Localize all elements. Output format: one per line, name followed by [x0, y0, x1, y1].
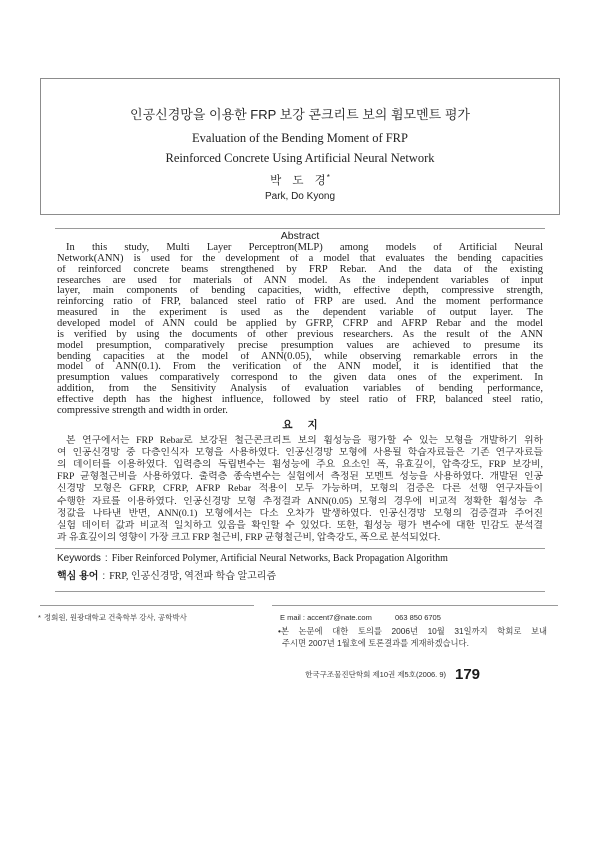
keywords-korean-label: 핵심 용어	[57, 571, 99, 582]
abstract-line: In this study, Multi Layer Perceptron(MLP) among models of Artificial Neural	[66, 243, 543, 253]
abstract-top-rule	[55, 228, 545, 229]
keywords-korean	[57, 571, 276, 583]
summary-text	[57, 435, 543, 544]
abstract-line: measured in the experiment is used as the dependent variable of output layer. The	[57, 308, 543, 319]
title-block	[40, 78, 560, 215]
keywords-bottom-rule	[55, 591, 545, 592]
page-number: 179	[455, 666, 481, 683]
abstract-heading: Abstract	[280, 230, 320, 242]
summary-line: 본 연구에서는 FRP Rebar로 보강된 철근콘크리트 보의 휨성능을 평가할 수 있는 모형을 개발하기 위하	[66, 435, 543, 446]
summary-line: 여 인공신경망 중 다층인식자 모형을 사용하였다. 인공신경망 모형에 사용될 학습자료들은 기존 연구자료들	[57, 447, 543, 459]
author-affiliation-footnote	[38, 612, 187, 624]
abstract-line: compressive strength and width in order.	[57, 405, 228, 416]
keywords-separator: :	[104, 553, 108, 564]
summary-heading: 요 지	[282, 419, 318, 431]
author-korean-name: 박 도 경	[270, 175, 326, 187]
footnote-rule-right	[272, 605, 558, 606]
summary-line: 과 유효깊이의 영향이 가장 크고 FRP 철근비, FRP 균형철근비, 압축강도, 폭으로 분석되었다.	[57, 531, 441, 543]
journal-citation: 한국구조물진단학회 제10권 제5호(2006. 9)	[305, 670, 446, 679]
abstract-line: layer, main components of bending capacities, width, effective depth, compressive strength,	[57, 286, 543, 297]
footnote-affiliation-text: 정회원, 원광대학교 건축학부 강사, 공학박사	[43, 613, 187, 622]
keywords-english	[57, 553, 448, 565]
title-english-line-1: Evaluation of the Bending Moment of FRP	[192, 131, 408, 145]
summary-line: 수행한 자료를 이용하였다. 인공신경망 모형 추정결과 ANN(0.05) 모형의 경우에 비교적 정확한 휨성능 추	[57, 495, 543, 507]
summary-line: 의 데이터를 이용하였다. 입력층의 독립변수는 휨성능에 주요 요소인 폭, 유효깊이, 압축강도, FRP 보강비,	[57, 459, 543, 471]
footnote-mark: *	[38, 613, 41, 622]
summary-line: FRP 균형철근비을 사용하였다. 출력층 종속변수는 실험에서 측정된 모멘트 성능을 사용하였다. 개발된 인공	[57, 471, 543, 483]
abstract-line: model presumption, comparatively precise presumption values are achieved to presume its	[57, 340, 543, 351]
abstract-line: effective depth has the highest influence, followed by steel ratio of FRP, balanced steel ratio,	[57, 395, 543, 406]
abstract-line: presumption values comparatively correspond to the given data ones of the experiment. In	[57, 373, 543, 384]
author-phone: 063 850 6705	[395, 613, 441, 622]
footnote-rule-left	[40, 605, 254, 606]
abstract-line: of reinforced concrete beams strengthened by FRP Rebar. And the data of the existing	[57, 264, 543, 275]
author-footnote-mark: *	[326, 173, 330, 182]
abstract-line: developed model of ANN could be applied by GFRP, CFRP and AFRP Rebar and the model	[57, 319, 543, 330]
summary-line: 실험 데이터 값과 비교적 일치하고 있음을 확인할 수 있었다. 또한, 휨성능 평가 변수에 대한 민감도 분석결	[57, 519, 543, 531]
discussion-notice-line-1: •본 논문에 대한 토의를 2006년 10월 31일까지 학회로 보내	[278, 626, 547, 636]
discussion-notice-line-2: 주시면 2007년 1월호에 토론결과를 게재하겠습니다.	[282, 638, 469, 648]
abstract-line: researches are used for materials of ANN model. As the independent variables of input	[57, 275, 543, 286]
abstract-line: reinforcing ratio of FRP, balanced steel ratio of FRP are used. And the moment performance	[57, 297, 543, 308]
abstract-line: addition, from the Sensitivity Analysis of evaluation variables of bending performance,	[57, 384, 543, 395]
summary-line: 정값을 나타낸 반면, ANN(0.1) 모형에서는 다소 오차가 발생하였다. 인공신경망 모형의 검증결과 주어진	[57, 507, 543, 519]
author-english: Park, Do Kyong	[264, 191, 336, 202]
title-english-line-2: Reinforced Concrete Using Artificial Neural Network	[165, 151, 435, 165]
abstract-line: is verified by using the documents of other previous researchers. As the result of the ANN	[57, 329, 543, 340]
keywords-korean-separator: :	[102, 571, 106, 582]
abstract-line: bending capacities at the model of ANN(0.05), while observing remarkable errors in the	[57, 351, 543, 362]
abstract-text	[57, 243, 543, 417]
abstract-line: model of ANN(0.1). From the verification of the ANN model, it is identified that the	[57, 362, 543, 373]
keywords-label: Keywords	[57, 553, 101, 564]
author-email: E mail : accent7@nate.com	[280, 613, 372, 622]
author-korean	[41, 173, 559, 189]
title-korean: 인공신경망을 이용한 FRP 보강 콘크리트 보의 휨모멘트 평가	[130, 107, 470, 122]
keywords-top-rule	[55, 548, 545, 549]
abstract-line: Network(ANN) is used for the development of a model that evaluates the bending capacities	[57, 253, 543, 264]
keywords-text: Fiber Reinforced Polymer, Artificial Neural Networks, Back Propagation Algorithm	[111, 553, 448, 564]
keywords-korean-text: FRP, 인공신경망, 역전파 학습 알고리즘	[109, 571, 277, 582]
summary-line: 신경망 모형은 GFRP, CFRP, AFRP Rebar 적용이 모두 가능하며, 모형의 검증은 다른 선행 연구자들이	[57, 483, 543, 495]
